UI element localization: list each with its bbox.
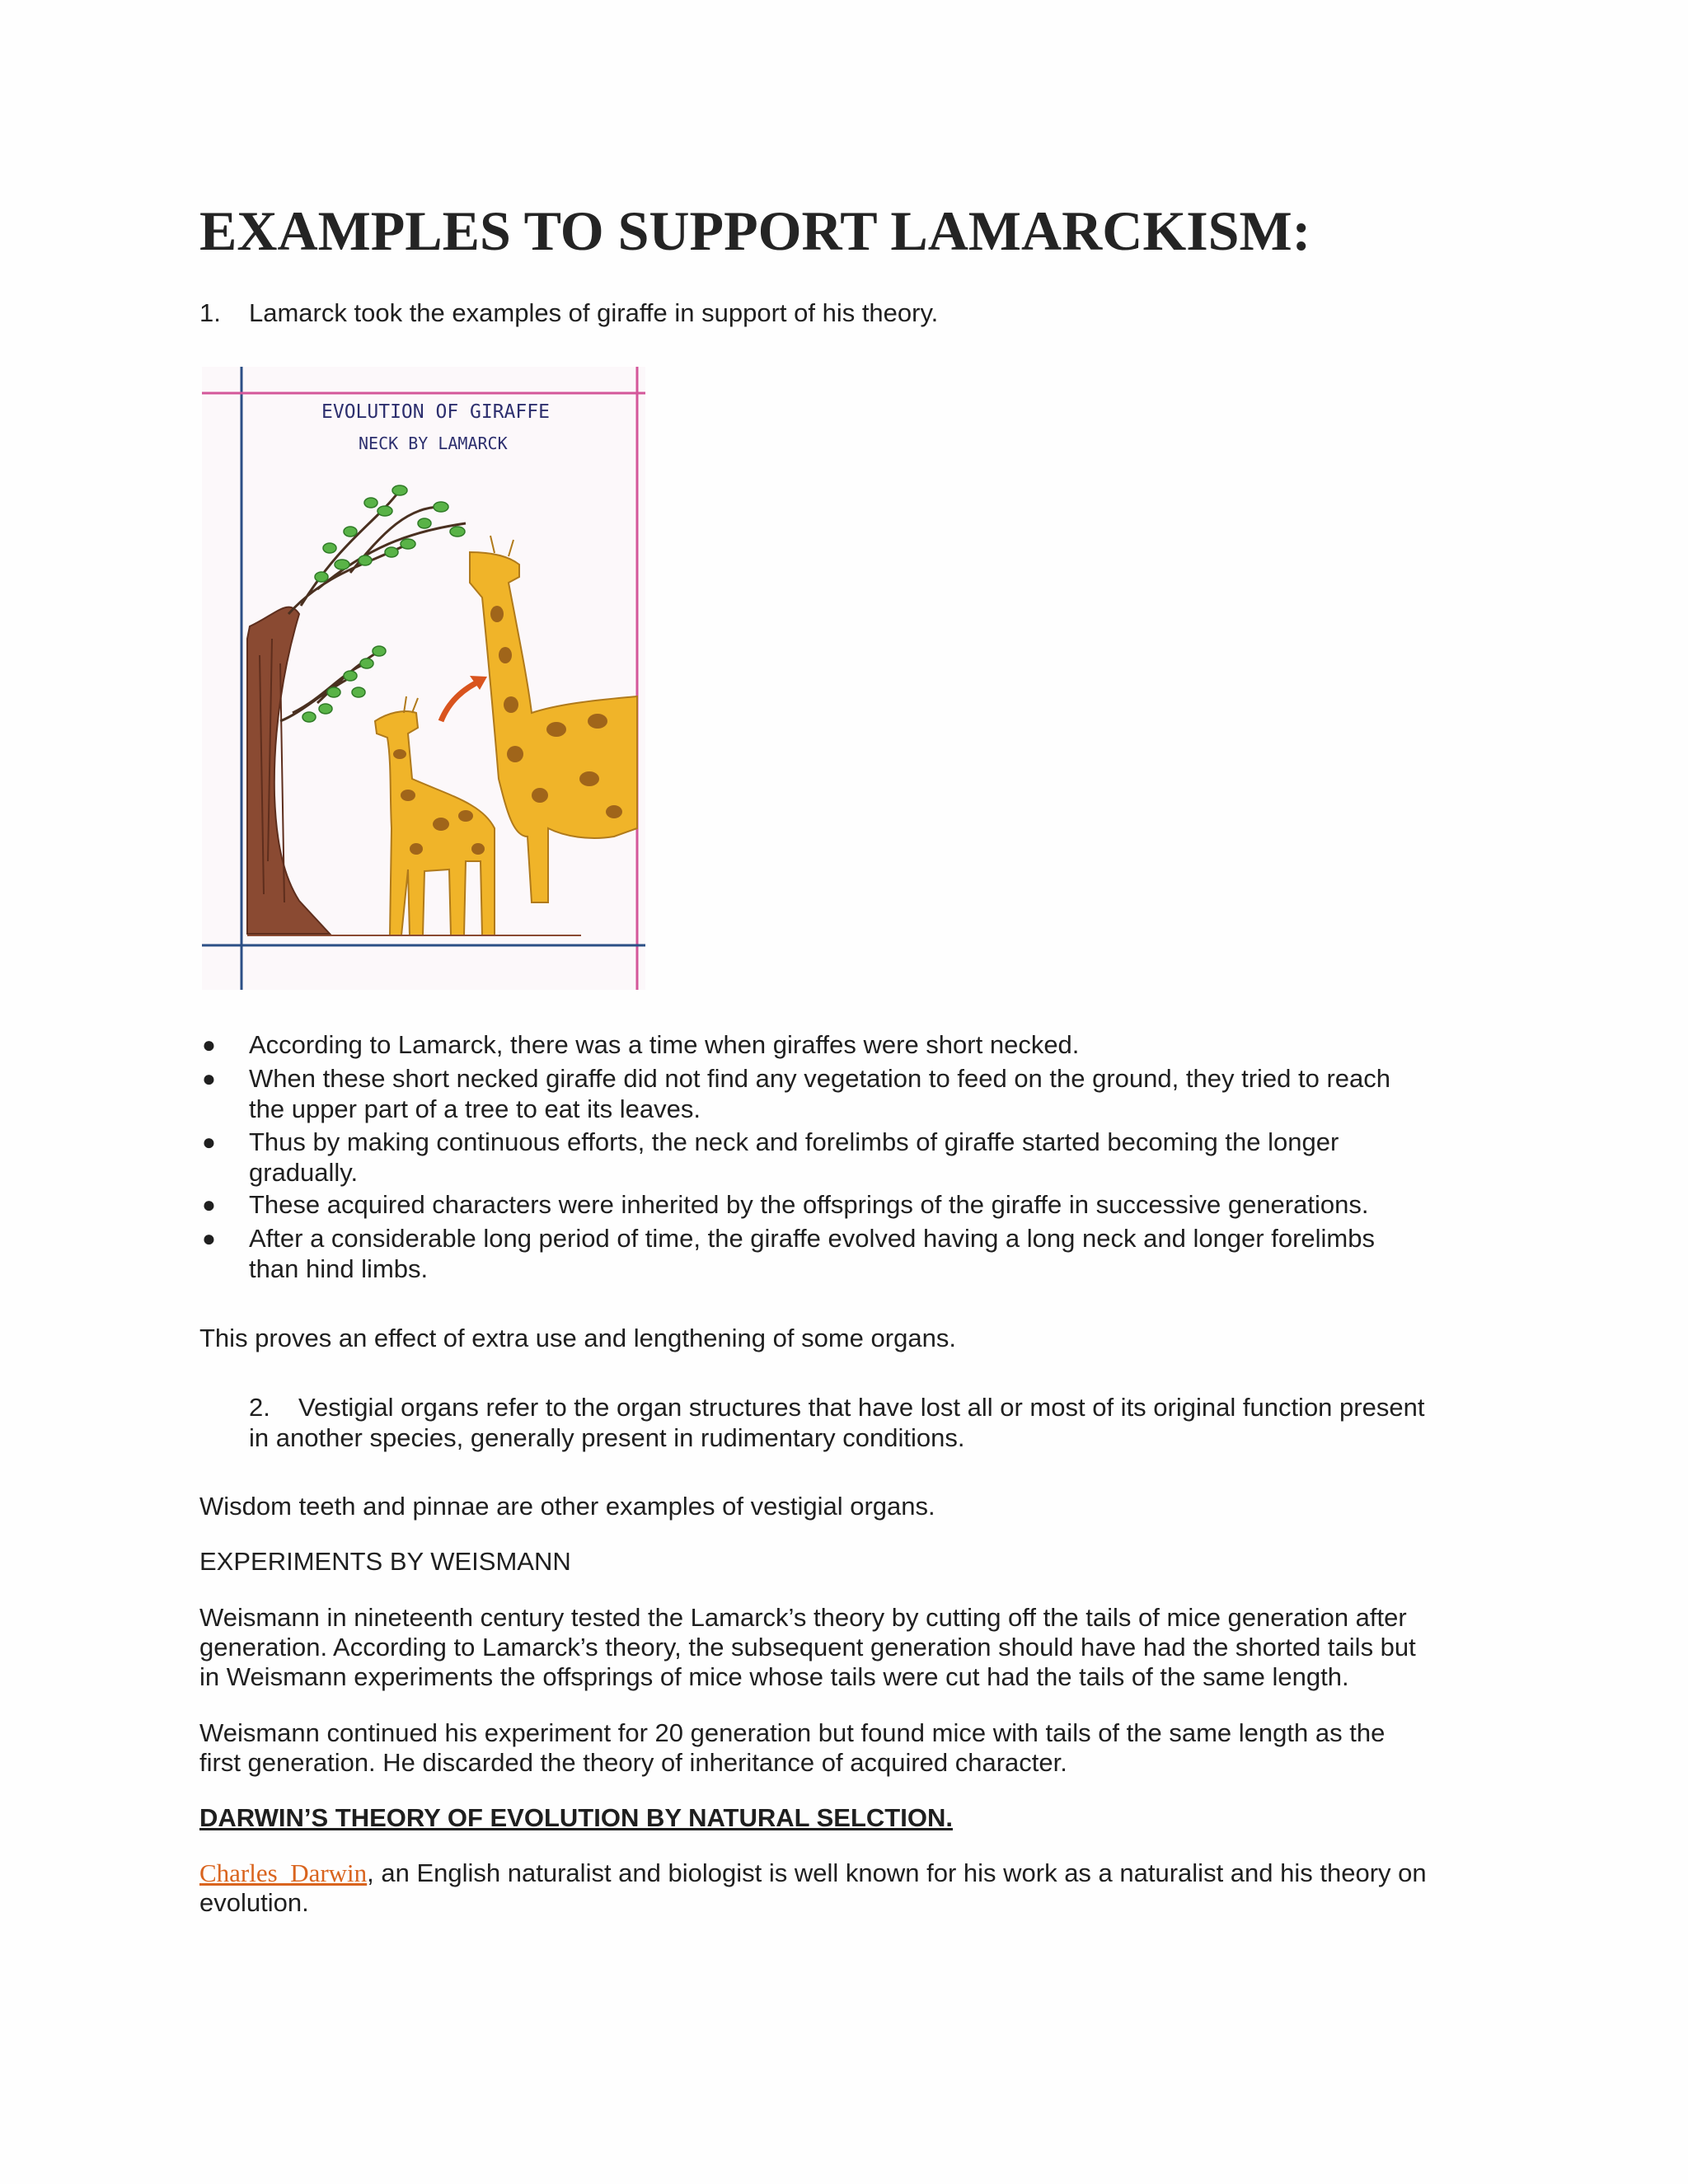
bullet-4-line1: These acquired characters were inherited by the offsprings of the giraffe in successive generations. [249,1190,1369,1219]
item2-line1: Vestigial organs refer to the organ structures that have lost all or most of its original function present [298,1393,1425,1422]
darwin-para-line2: evolution. [199,1888,309,1917]
figure-caption-line2: NECK BY LAMARCK [359,434,508,453]
weismann-para2-line2: first generation. He discarded the theory of inheritance of acquired character. [199,1748,1067,1777]
bullet-1-line1: According to Lamarck, there was a time when giraffes were short necked. [249,1030,1080,1059]
bullet-5-line1: After a considerable long period of time, the giraffe evolved having a long neck and longer forelimbs [249,1224,1375,1253]
page-title: EXAMPLES TO SUPPORT LAMARCKISM: [199,199,1311,262]
figure-caption-line1: EVOLUTION OF GIRAFFE [321,401,550,423]
giraffe-drawing [202,367,645,990]
experiments-heading: EXPERIMENTS BY WEISMANN [199,1547,571,1576]
item1-text: Lamarck took the examples of giraffe in support of his theory. [249,298,939,327]
bullet-3-line1: Thus by making continuous efforts, the neck and forelimbs of giraffe started becoming the longer [249,1127,1339,1156]
weismann-para1-line3: in Weismann experiments the offsprings of mice whose tails were cut had the tails of the same length. [199,1662,1349,1691]
list-number-1: 1. [199,298,221,327]
wisdom-text: Wisdom teeth and pinnae are other examples of vestigial organs. [199,1492,935,1521]
bullet-marker: ● [202,1192,216,1217]
weismann-para2-line1: Weismann continued his experiment for 20 generation but found mice with tails of the same length as the [199,1718,1386,1747]
bullet-marker: ● [202,1226,216,1251]
list-number-2: 2. [249,1393,270,1422]
darwin-para-line1 [199,1858,1427,1888]
charles-darwin-link[interactable]: Charles Darwin [199,1858,368,1887]
bullet-marker: ● [202,1032,216,1057]
bullet-2-line1: When these short necked giraffe did not find any vegetation to feed on the ground, they tried to reach [249,1064,1391,1093]
bullet-2-line2: the upper part of a tree to eat its leaves. [249,1094,701,1123]
bullet-marker: ● [202,1066,216,1091]
item2-line2: in another species, generally present in rudimentary conditions. [249,1423,965,1452]
bullet-3-line2: gradually. [249,1158,359,1187]
proof-text: This proves an effect of extra use and lengthening of some organs. [199,1324,956,1352]
bullet-5-line2: than hind limbs. [249,1254,429,1283]
bullet-marker: ● [202,1129,216,1155]
weismann-para1-line2: generation. According to Lamarck’s theory, the subsequent generation should have had the shorted tails but [199,1633,1416,1661]
giraffe-evolution-figure [202,367,645,990]
darwin-heading: DARWIN’S THEORY OF EVOLUTION BY NATURAL SELCTION. [199,1803,953,1832]
weismann-para1-line1: Weismann in nineteenth century tested the Lamarck’s theory by cutting off the tails of mice generation after [199,1603,1407,1632]
darwin-para-line1-text: , an English naturalist and biologist is well known for his work as a naturalist and his theory on [367,1858,1427,1887]
